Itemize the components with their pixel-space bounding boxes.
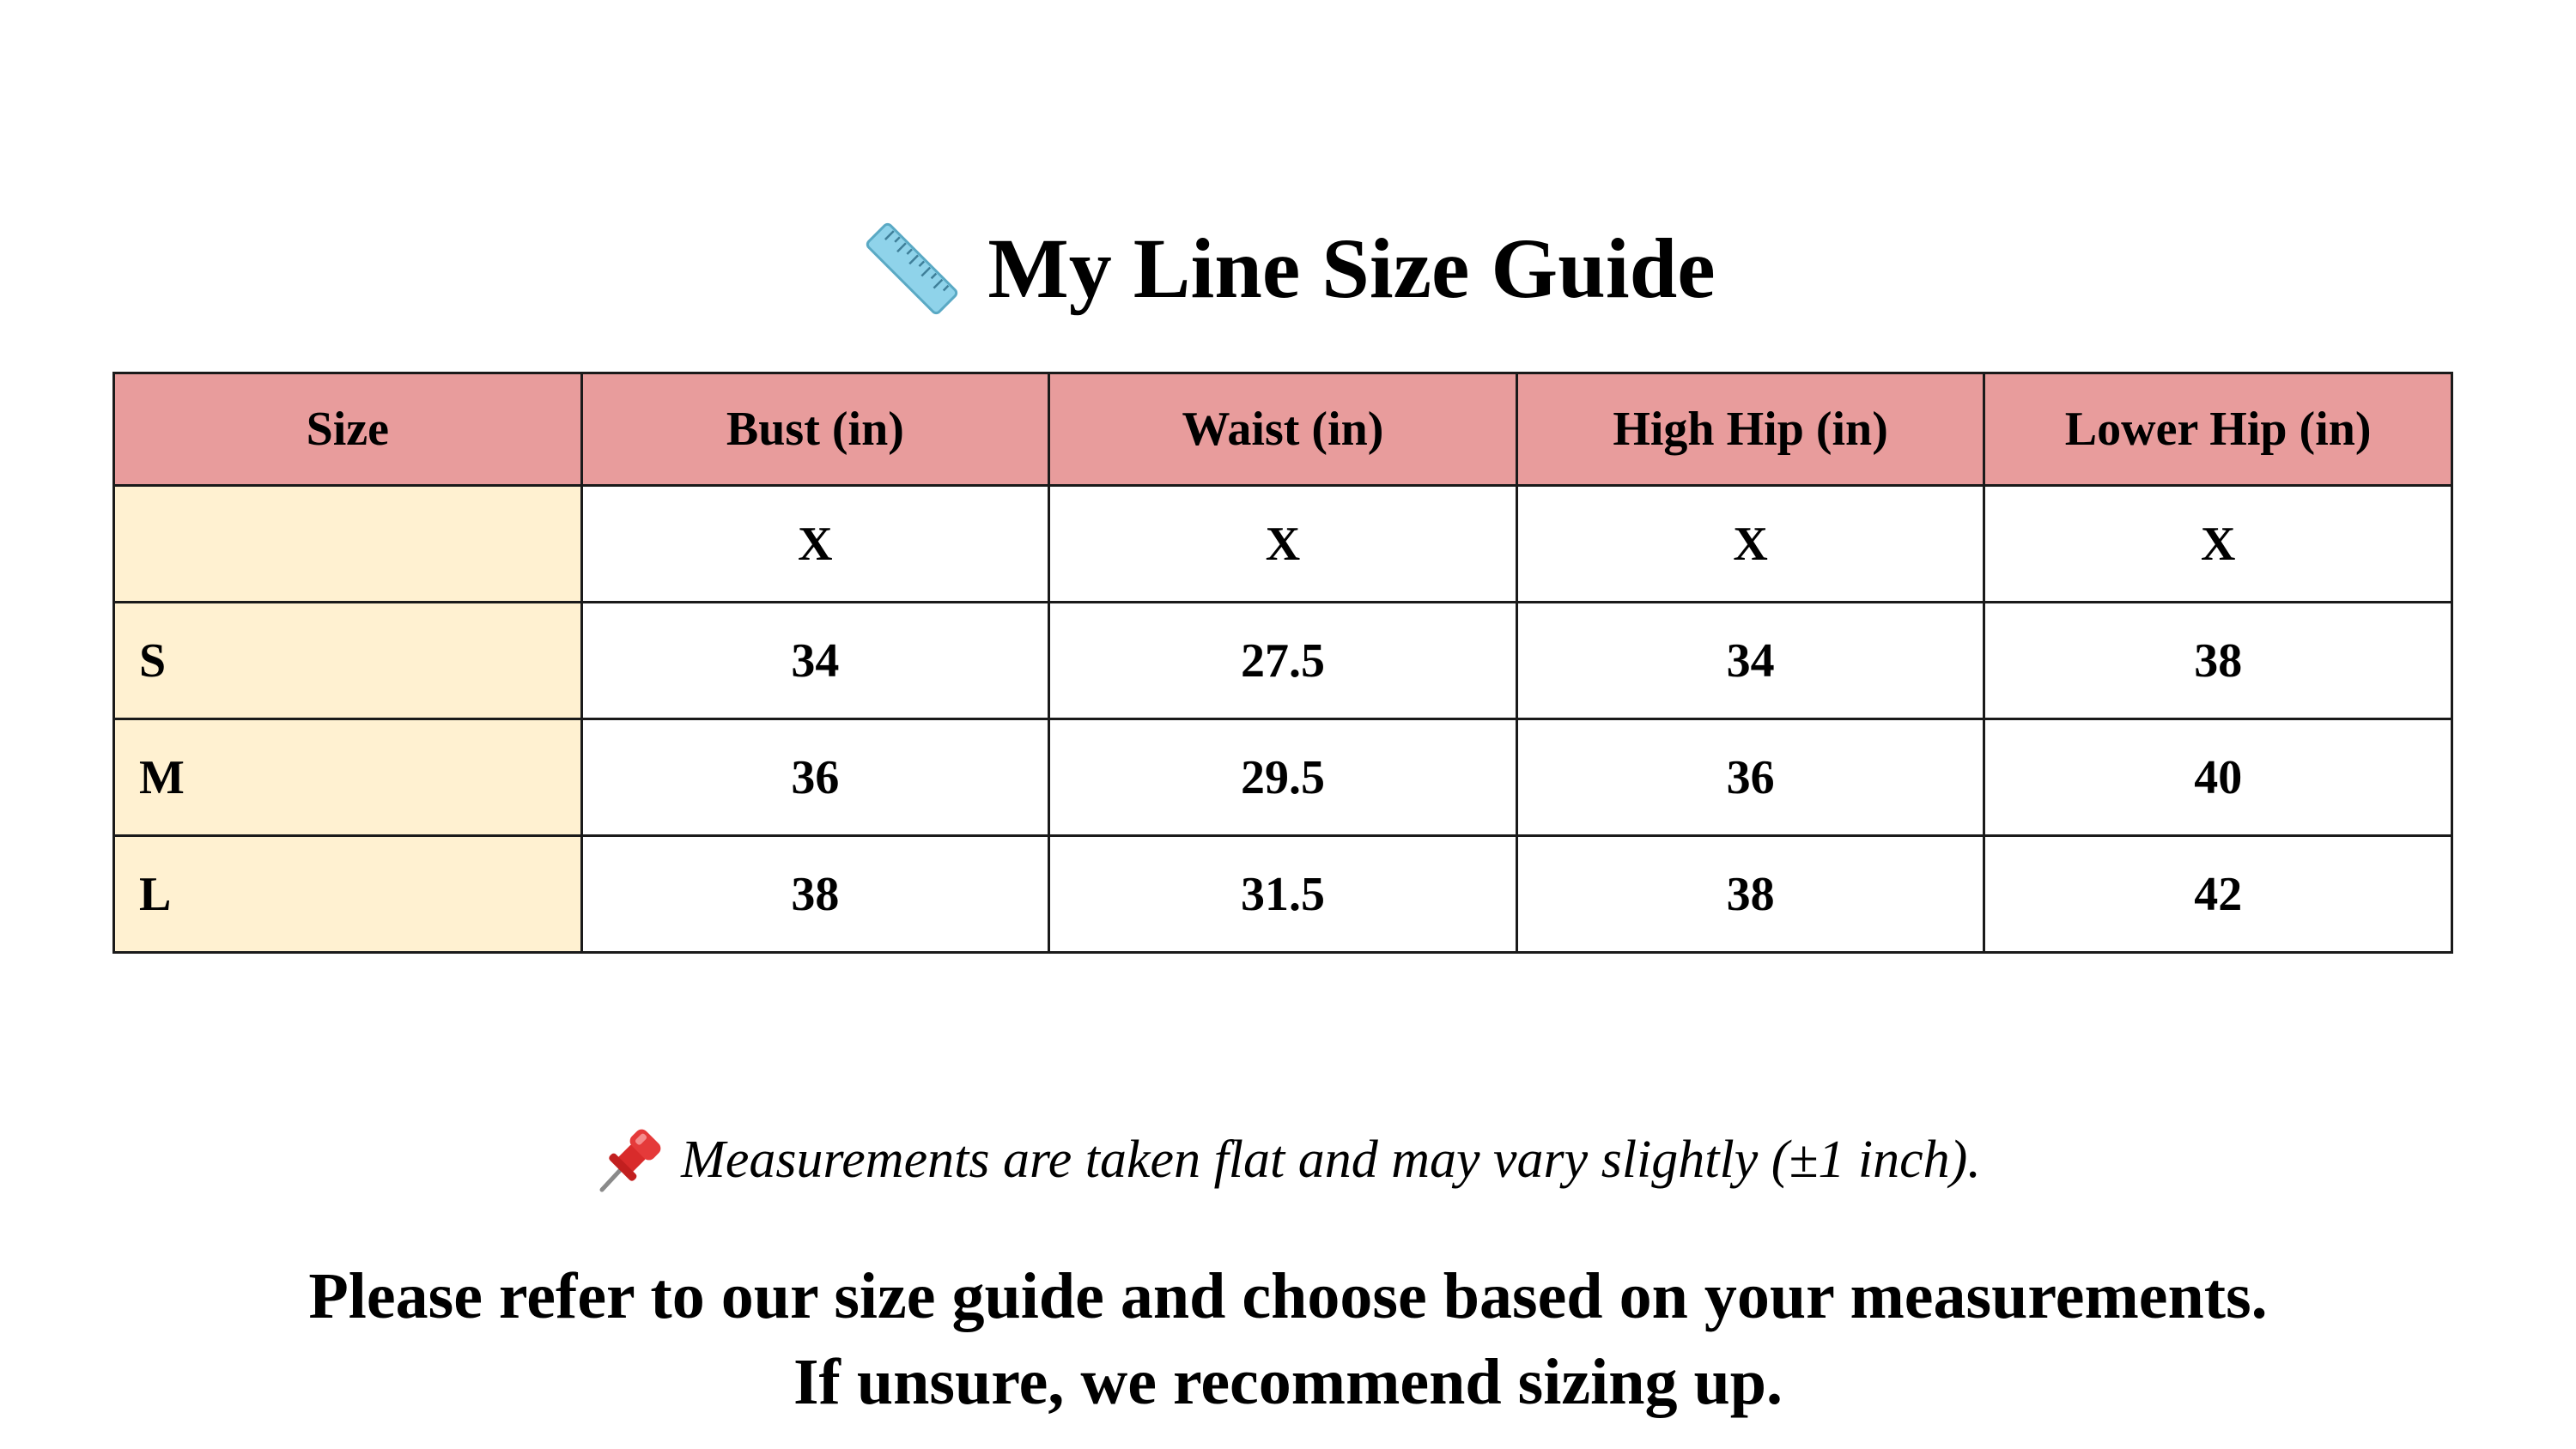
waist-cell: X <box>1049 486 1517 603</box>
table-row <box>114 603 2452 719</box>
note-text: Measurements are taken flat and may vary slightly (±1 inch). <box>681 1130 1981 1189</box>
footer-line-2: If unsure, we recommend sizing up. <box>793 1346 1783 1418</box>
page-title-row <box>0 213 2576 324</box>
bust-cell: 34 <box>581 603 1049 719</box>
header-waist: Waist (in) <box>1049 373 1517 486</box>
footer-message <box>0 1253 2576 1425</box>
bust-cell: 38 <box>581 836 1049 953</box>
lower-hip-cell: 42 <box>1984 836 2452 953</box>
waist-cell: 27.5 <box>1049 603 1517 719</box>
header-lower-hip: Lower Hip (in) <box>1984 373 2452 486</box>
lower-hip-cell: 38 <box>1984 603 2452 719</box>
high-hip-cell: 36 <box>1516 719 1984 836</box>
measurement-note <box>0 1121 2576 1198</box>
lower-hip-cell: 40 <box>1984 719 2452 836</box>
table-header-row <box>114 373 2452 486</box>
pushpin-icon <box>595 1125 665 1195</box>
page-title: My Line Size Guide <box>987 221 1716 316</box>
table-row <box>114 836 2452 953</box>
table-row <box>114 486 2452 603</box>
lower-hip-cell: X <box>1984 486 2452 603</box>
header-high-hip: High Hip (in) <box>1516 373 1984 486</box>
high-hip-cell: 38 <box>1516 836 1984 953</box>
high-hip-cell: 34 <box>1516 603 1984 719</box>
bust-cell: X <box>581 486 1049 603</box>
table-row <box>114 719 2452 836</box>
waist-cell: 29.5 <box>1049 719 1517 836</box>
waist-cell: 31.5 <box>1049 836 1517 953</box>
size-cell: M <box>114 719 582 836</box>
footer-line-1: Please refer to our size guide and choose based on your measurements. <box>308 1260 2268 1332</box>
size-cell: L <box>114 836 582 953</box>
ruler-icon <box>860 217 963 320</box>
header-size: Size <box>114 373 582 486</box>
size-guide-table <box>112 372 2453 954</box>
high-hip-cell: X <box>1516 486 1984 603</box>
bust-cell: 36 <box>581 719 1049 836</box>
header-bust: Bust (in) <box>581 373 1049 486</box>
size-cell: S <box>114 603 582 719</box>
size-cell <box>114 486 582 603</box>
